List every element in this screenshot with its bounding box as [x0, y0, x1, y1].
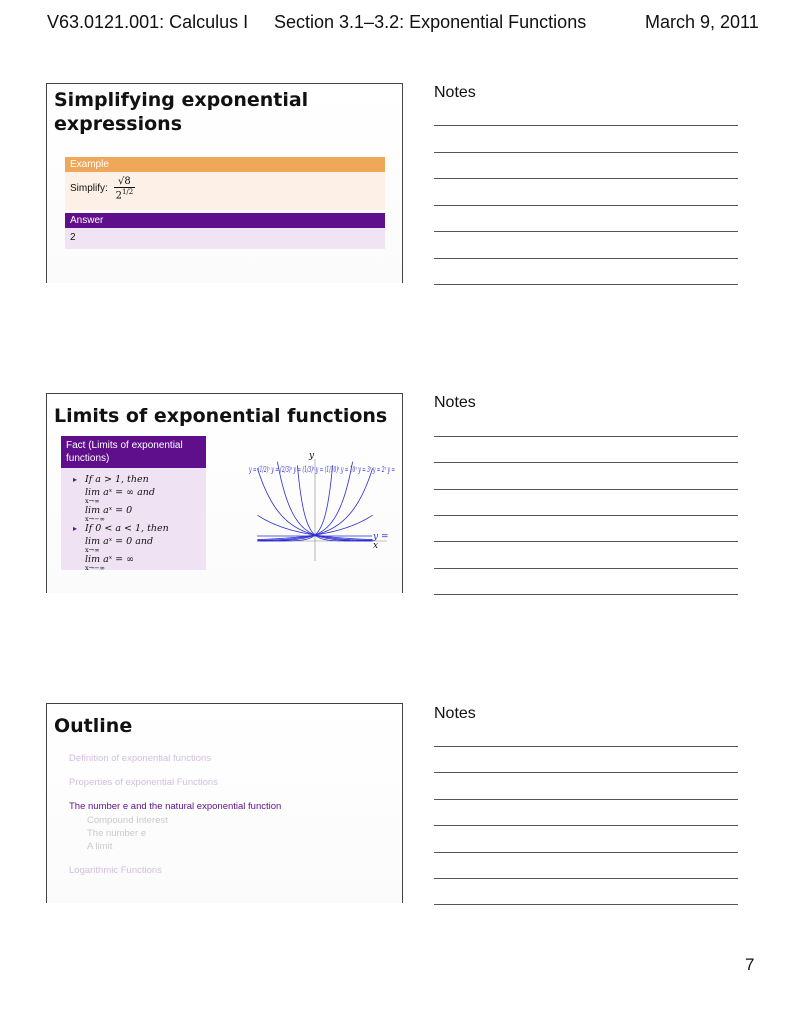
list-item: [71, 474, 200, 485]
slide-title: Limits of exponential functions: [54, 405, 388, 427]
curve-labels: y = (1/2)ˣ y = (2/3)ˣ y = (1/3)ˣ y = (1/10)ˣ y = 10ˣ y = 3ˣ y = 2ˣ y =: [248, 465, 395, 474]
limit-expression: lim aˣ = 0 x→−∞: [85, 505, 133, 523]
outline-subitem[interactable]: Compound Interest: [87, 815, 168, 826]
limit-expression: lim aˣ = ∞ and x→∞: [85, 487, 155, 505]
header-date: March 9, 2011: [645, 12, 759, 32]
right-curve-label: y =: [373, 532, 389, 542]
fact-body: [61, 468, 206, 570]
note-line: [434, 152, 738, 153]
fraction-numerator: √8: [114, 176, 136, 188]
exponential-curve: [257, 465, 332, 541]
fraction-denominator: $2^{1/2}$: [115, 188, 134, 202]
case-text: If a > 1, then: [85, 474, 149, 485]
answer-block: [65, 213, 385, 249]
slide-title: Simplifying exponential expressions: [54, 89, 309, 135]
note-line: [434, 125, 738, 126]
fact-block: [61, 436, 206, 570]
limit-expression: lim aˣ = 0 and x→∞: [85, 536, 154, 554]
note-line: [434, 878, 738, 879]
note-line: [434, 772, 738, 773]
note-line: [434, 568, 738, 569]
outline-subitem[interactable]: The number e: [87, 828, 147, 839]
fact-label: Fact (Limits of exponential functions): [61, 436, 206, 468]
notes-label: Notes: [434, 84, 476, 101]
outline-item[interactable]: Logarithmic Functions: [69, 865, 162, 876]
outline-item[interactable]: Definition of exponential functions: [69, 753, 212, 764]
y-axis-label: y: [309, 451, 315, 461]
note-line: [434, 515, 738, 516]
slide-simplifying: [46, 83, 403, 283]
note-line: [434, 594, 738, 595]
outline-item[interactable]: Properties of exponential Functions: [69, 777, 218, 788]
exponential-graph: [237, 449, 427, 589]
case-text: If 0 < a < 1, then: [85, 523, 169, 534]
note-line: [434, 284, 738, 285]
x-axis-label: x: [373, 541, 379, 551]
note-line: [434, 799, 738, 800]
bullet-icon: ▸: [73, 524, 78, 533]
header-section: Section 3.1–3.2: Exponential Functions: [274, 12, 587, 32]
header-course: V63.0121.001: Calculus I: [47, 12, 249, 32]
note-line: [434, 178, 738, 179]
slide-title: Outline: [54, 715, 133, 737]
slide-limits: [46, 393, 403, 593]
note-line: [434, 852, 738, 853]
note-line: [434, 462, 738, 463]
exponential-curve: [297, 465, 372, 541]
example-body: [65, 172, 385, 210]
answer-label: Answer: [65, 213, 385, 228]
note-line: [434, 489, 738, 490]
answer-text: 2: [65, 228, 385, 249]
outline-item-active[interactable]: The number e and the natural exponential function: [69, 801, 282, 812]
notes-label: Notes: [434, 705, 476, 722]
notes-label: Notes: [434, 394, 476, 411]
note-line: [434, 746, 738, 747]
example-text: Simplify:: [70, 183, 108, 195]
note-line: [434, 825, 738, 826]
note-line: [434, 231, 738, 232]
slide-outline: [46, 703, 403, 903]
example-label: Example: [65, 157, 385, 172]
example-fraction: [114, 176, 136, 201]
example-block: [65, 157, 385, 210]
note-line: [434, 205, 738, 206]
list-item: [71, 523, 200, 534]
page-number: 7: [745, 955, 755, 974]
note-line: [434, 436, 738, 437]
note-line: [434, 258, 738, 259]
note-line: [434, 541, 738, 542]
note-line: [434, 904, 738, 905]
limit-expression: lim aˣ = ∞ x→−∞: [85, 554, 135, 572]
bullet-icon: ▸: [73, 475, 78, 484]
outline-subitem[interactable]: A limit: [87, 841, 113, 852]
